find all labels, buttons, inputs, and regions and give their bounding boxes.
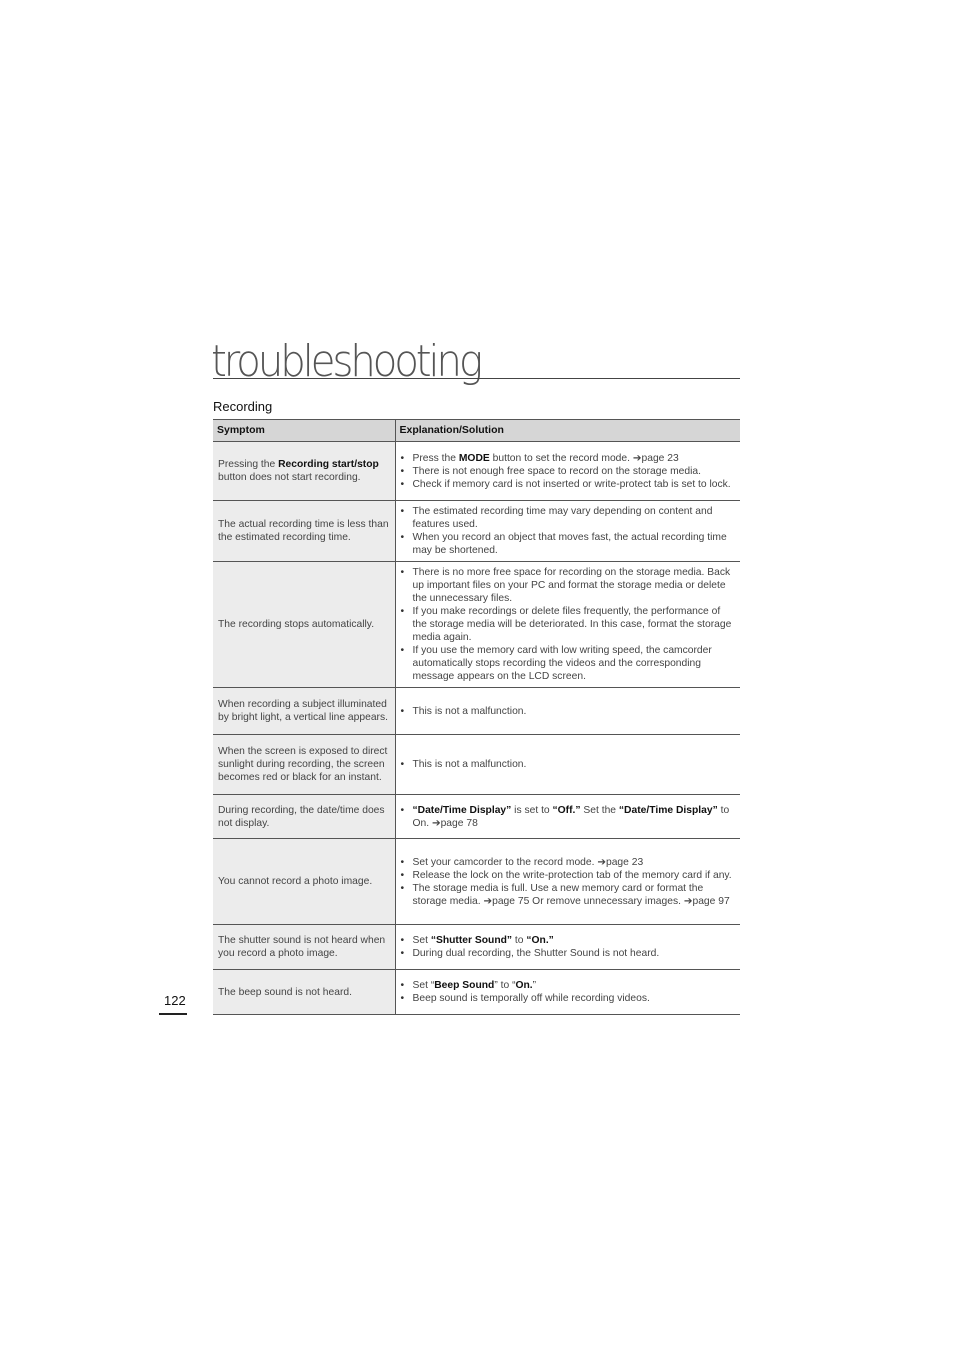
solution-cell: [395, 735, 740, 795]
symptom-cell: [213, 735, 395, 795]
symptom-cell: [213, 562, 395, 688]
troubleshooting-table: [213, 419, 740, 1015]
list-item: [396, 478, 737, 491]
symptom-cell: [213, 442, 395, 501]
list-item: [396, 856, 737, 869]
table-row: [213, 795, 740, 839]
table-row: [213, 839, 740, 925]
text-run: When recording a subject illuminated by bright light, a vertical line appears.: [218, 699, 388, 723]
solution-list: [396, 804, 737, 830]
text-run: to On. ➔page 78: [412, 804, 730, 829]
text-run: Check if memory card is not inserted or write-protect tab is set to lock.: [412, 478, 731, 490]
symptom-cell: [213, 501, 395, 562]
text-run: button does not start recording.: [218, 472, 361, 483]
solution-list: [396, 934, 737, 960]
symptom-cell: [213, 795, 395, 839]
text-run: to: [512, 935, 527, 946]
table-row: [213, 925, 740, 970]
text-run: Set the: [580, 804, 619, 816]
symptom-cell: [213, 925, 395, 970]
text-run: The estimated recording time may vary depending on content and features used.: [412, 506, 713, 530]
symptom-cell: [213, 970, 395, 1015]
text-run: The beep sound is not heard.: [218, 986, 352, 998]
text-run: Set “: [412, 980, 435, 991]
page-title: troubleshooting: [211, 336, 480, 387]
table-row: [213, 735, 740, 795]
section-title: Recording: [213, 399, 273, 414]
list-item: [396, 947, 737, 960]
text-run: The shutter sound is not heard when you record a photo image.: [218, 935, 386, 959]
text-run: Beep sound is temporally off while recording videos.: [412, 993, 650, 1004]
text-run: During recording, the date/time does not display.: [218, 804, 385, 829]
solution-list: [396, 566, 737, 683]
text-run: There is not enough free space to record on the storage media.: [412, 465, 701, 477]
list-item: [396, 869, 737, 882]
table-header-row: [213, 420, 740, 442]
bold-text: Recording start/stop: [278, 459, 379, 470]
list-item: [396, 934, 737, 947]
list-item: [396, 452, 737, 465]
text-run: When you record an object that moves fast, the actual recording time may be shortened.: [412, 532, 727, 556]
solution-list: [396, 758, 737, 771]
text-run: Set your camcorder to the record mode. ➔page 23: [412, 856, 644, 868]
symptom-cell: [213, 688, 395, 735]
bold-text: MODE: [458, 452, 490, 464]
bold-text: “Shutter Sound”: [430, 935, 513, 946]
table-row: [213, 501, 740, 562]
list-item: [396, 705, 737, 718]
text-run: There is no more free space for recording on the storage media. Back up important files on your PC and format the storage media or delete the unnecessary files.: [412, 567, 731, 604]
list-item: [396, 505, 737, 531]
list-item: [396, 465, 737, 478]
text-run: is set to: [511, 804, 553, 816]
text-run: Set: [412, 935, 431, 946]
text-run: ” to “: [494, 980, 516, 991]
list-item: [396, 882, 737, 908]
text-run: If you use the memory card with low writing speed, the camcorder automatically stops recording the videos and the corresponding message appears on the LCD screen.: [412, 645, 712, 682]
bold-text: On.: [515, 980, 533, 991]
solution-cell: [395, 925, 740, 970]
page-number: 122: [164, 993, 186, 1008]
list-item: [396, 644, 737, 683]
text-run: The recording stops automatically.: [218, 619, 375, 630]
bold-text: “Off.”: [552, 804, 581, 816]
solution-list: [396, 505, 737, 557]
symptom-cell: [213, 839, 395, 925]
list-item: [396, 531, 737, 557]
solution-list: [396, 705, 737, 718]
text-run: If you make recordings or delete files frequently, the performance of the storage media will be deteriorated. In this case, format the storage media again.: [412, 606, 732, 643]
bold-text: “Date/Time Display”: [412, 804, 512, 816]
text-run: The storage media is full. Use a new memory card or format the storage media. ➔page 75 Or remove unnecessary images. ➔page 97: [412, 882, 730, 907]
solution-list: [396, 856, 737, 908]
table-row: [213, 688, 740, 735]
bold-text: “Date/Time Display”: [618, 804, 718, 816]
solution-cell: [395, 839, 740, 925]
solution-cell: [395, 795, 740, 839]
solution-cell: [395, 442, 740, 501]
list-item: [396, 605, 737, 644]
text-run: You cannot record a photo image.: [218, 876, 373, 887]
solution-list: [396, 452, 737, 491]
page-number-rule: [159, 1013, 187, 1015]
table-row: [213, 442, 740, 501]
text-run: button to set the record mode. ➔page 23: [489, 452, 679, 464]
list-item: [396, 992, 737, 1005]
text-run: During dual recording, the Shutter Sound is not heard.: [412, 948, 660, 959]
solution-cell: [395, 688, 740, 735]
solution-cell: [395, 501, 740, 562]
text-run: Pressing the: [218, 459, 279, 470]
text-run: Press the: [412, 452, 459, 464]
text-run: Release the lock on the write-protection tab of the memory card if any.: [412, 869, 732, 881]
text-run: This is not a malfunction.: [412, 705, 527, 717]
solution-cell: [395, 562, 740, 688]
header-symptom: Symptom: [213, 420, 395, 442]
list-item: [396, 758, 737, 771]
list-item: [396, 979, 737, 992]
text-run: When the screen is exposed to direct sunlight during recording, the screen becomes red or black for an instant.: [218, 746, 388, 783]
title-rule: [213, 378, 740, 379]
table-row: [213, 970, 740, 1015]
solution-cell: [395, 970, 740, 1015]
text-run: ”: [532, 980, 537, 991]
list-item: [396, 566, 737, 605]
list-item: [396, 804, 737, 830]
solution-list: [396, 979, 737, 1005]
table-row: [213, 562, 740, 688]
bold-text: Beep Sound: [434, 980, 495, 991]
text-run: The actual recording time is less than the estimated recording time.: [218, 519, 389, 543]
header-solution: Explanation/Solution: [395, 420, 740, 442]
bold-text: “On.”: [526, 935, 554, 946]
table-body: [213, 442, 740, 1015]
text-run: This is not a malfunction.: [412, 759, 527, 770]
